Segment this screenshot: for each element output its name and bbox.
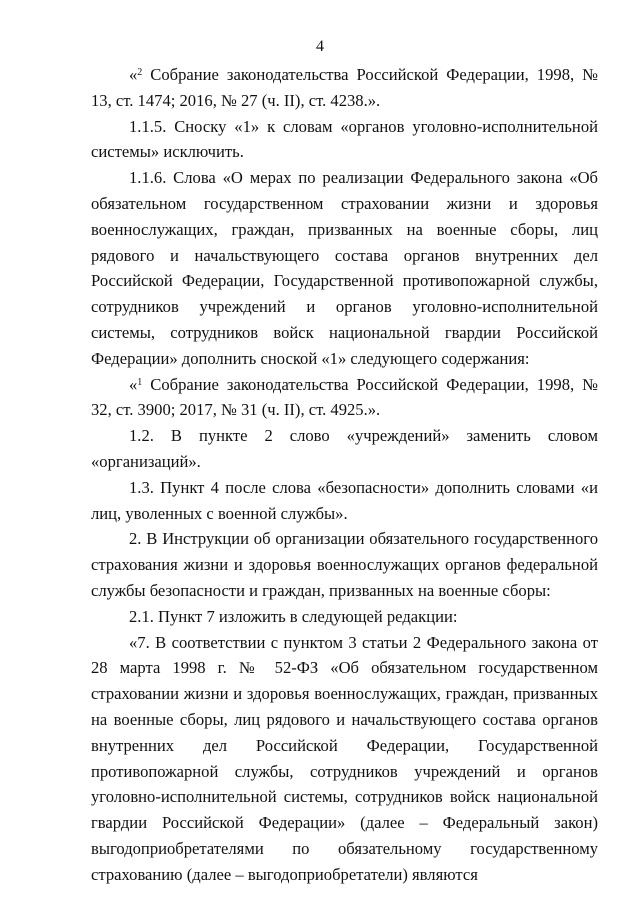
footnote-2-open-quote: « (129, 65, 138, 84)
footnote-1-text: Собрание законодательства Российской Федерации, 1998, № 32, ст. 3900; 2017, № 31 (ч. II), ст. 4925.». (91, 374, 598, 420)
paragraph-2-1: 2.1. Пункт 7 изложить в следующей редакции: (129, 606, 458, 626)
page-number: 4 (316, 38, 324, 55)
footnote-2-paragraph (91, 62, 598, 114)
paragraph-7: «7. В соответствии с пунктом 3 статьи 2 Федерального закона от 28 марта 1998 г. № 52-ФЗ «Об обязательном государственном страховании жизни и здоровья военнослужащих, граждан, призванных на военные сборы, лиц рядового и начальствующего состава органов внутренних дел Российской Федерации, Государственной противопожарной службы, сотрудников учреждений и органов уголовно-исполнительной системы, сотрудников войск национальной гвардии Российской Федерации» (далее – Федеральный закон) выгодоприобретателями по обязательному государственному страхованию (далее – выгодоприобретатели) являются (91, 632, 598, 884)
paragraph-1-3: 1.3. Пункт 4 после слова «безопасности» дополнить словами «и лиц, уволенных с военной службы». (91, 477, 598, 523)
footnote-1-mark: 1 (137, 376, 143, 388)
footnote-1-open-quote: « (129, 374, 138, 394)
footnote-2-text: Собрание законодательства Российской Федерации, 1998, № 13, ст. 1474; 2016, № 27 (ч. II), ст. 4238.». (91, 65, 598, 110)
paragraph-1-1-5: 1.1.5. Сноску «1» к словам «органов уголовно-исполнительной системы» исключить. (91, 116, 598, 162)
footnote-1-paragraph (91, 372, 598, 424)
paragraph-1-1-6: 1.1.6. Слова «О мерах по реализации Федерального закона «Об обязательном государственном страховании жизни и здоровья военнослужащих, граждан, призванных на военные сборы, лиц рядового и начальствующего состава органов внутренних дел Российской Федерации, Государственной противопожарной службы, сотрудников учреждений и органов уголовно-исполнительной системы, сотрудников войск национальной гвардии Российской Федерации» дополнить сноской «1» следующего содержания: (91, 168, 598, 368)
footnote-2-mark: 2 (137, 67, 143, 78)
paragraph-1-2: 1.2. В пункте 2 слово «учреждений» заменить словом «организаций». (91, 426, 598, 471)
document-body (91, 62, 598, 888)
paragraph-2: 2. В Инструкции об организации обязательного государственного страхования жизни и здоровья военнослужащих органов федеральной службы безопасности и граждан, призванных на военные сборы: (91, 529, 598, 600)
